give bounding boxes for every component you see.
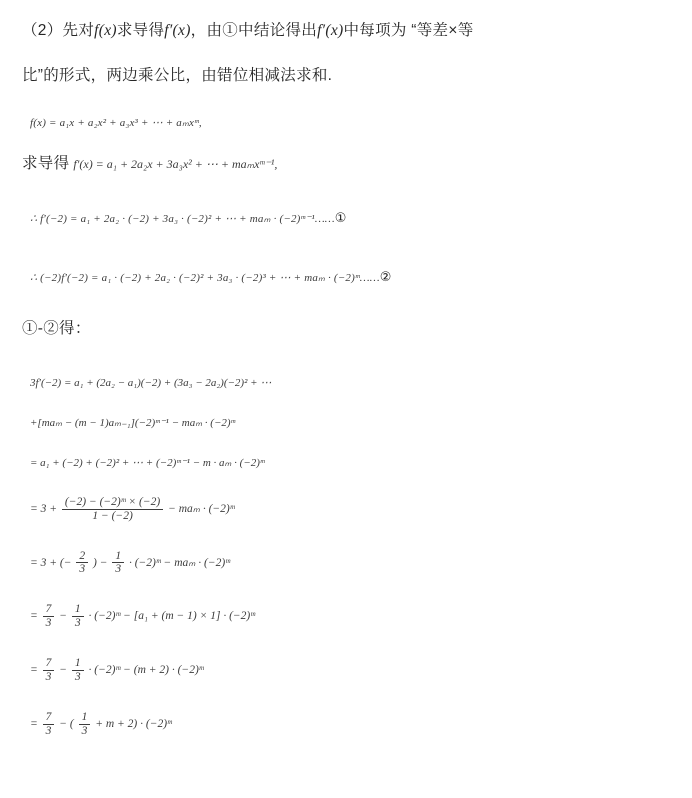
step-8-denominator-2: 3 [79,724,91,738]
step-8-fraction-1 [43,711,55,738]
step-row-7 [0,657,692,684]
formula-step-5-mid: ) − [93,556,108,569]
step-6-numerator-1: 7 [45,603,52,616]
formula-step-6-mid: − [59,610,68,623]
step-7-fraction-1 [43,657,55,684]
formula-step-6-post: · (−2)ᵐ − [a₁ + (m − 1) × 1] · (−2)ᵐ [88,610,256,623]
equation-1-row [0,211,692,226]
step-5-denominator-1: 3 [76,562,88,576]
step-row-1 [0,376,692,389]
formula-step-2: +[maₘ − (m − 1)aₘ₋₁](−2)ᵐ⁻¹ − maₘ · (−2)ᵐ [30,416,236,429]
step-4-numerator: (−2) − (−2)ᵐ × (−2) [64,495,161,508]
subtract-label: ①-②得： [22,319,91,337]
formula-step-8-post: + m + 2) · (−2)ᵐ [95,717,172,730]
formula-definition: f(x) = a₁x + a₂x² + a₃x³ + ⋯ + aₘxᵐ, [30,116,202,129]
intro-mid-1: 求导得 [116,22,165,39]
formula-step-5-post: · (−2)ᵐ − maₘ · (−2)ᵐ [128,556,231,569]
step-7-denominator-1: 3 [43,670,55,684]
formula-step-5-pre: = 3 + (− [30,556,72,569]
step-8-numerator-2: 1 [81,710,88,723]
step-8-fraction-2 [79,711,91,738]
intro-fx-3: f′(x) [317,22,344,39]
step-row-3 [0,456,692,469]
formula-step-7-post: · (−2)ᵐ − (m + 2) · (−2)ᵐ [88,664,204,677]
intro-line-2: 比”的形式，两边乘公比，由错位相减法求和. [22,66,333,84]
equation-1-tag: ① [334,210,347,226]
step-7-fraction-2 [72,657,84,684]
step-4-denominator: 1 − (−2) [62,509,163,523]
step-5-denominator-2: 3 [112,562,124,576]
step-row-5 [0,550,692,577]
derivative-row [0,151,692,173]
step-4-fraction [62,496,163,523]
step-6-fraction-2 [72,603,84,630]
step-7-numerator-2: 1 [74,657,81,669]
step-6-denominator-2: 3 [72,616,84,630]
step-row-8 [0,711,692,738]
equation-2-tag: ② [379,269,392,285]
formula-eq-2: ∴ (−2)f′(−2) = a₁ · (−2) + 2a₂ · (−2)² + 3a₃ · (−2)³ + ⋯ + maₘ · (−2)ᵐ…… [30,271,380,284]
step-6-numerator-2: 1 [74,603,81,616]
formula-step-7-mid: − [59,664,68,677]
formula-step-8-mid: − ( [59,717,74,730]
intro-prefix: （2）先对 [22,22,95,39]
formula-step-4-pre: = 3 + [30,502,58,515]
step-7-denominator-2: 3 [72,670,84,684]
derive-label: 求导得 [22,154,70,172]
step-row-4 [0,496,692,523]
step-8-denominator-1: 3 [43,724,55,738]
intro-mid-3: 中每项为 “等差×等 [343,22,474,39]
intro-mid-2: ，由①中结论得出 [190,22,318,39]
formula-step-7-pre: = [30,664,38,677]
step-5-fraction-1 [76,550,88,577]
step-5-fraction-2 [112,550,124,577]
intro-paragraph [0,0,692,94]
step-row-6 [0,603,692,630]
formula-step-3: = a₁ + (−2) + (−2)² + ⋯ + (−2)ᵐ⁻¹ − m · aₘ · (−2)ᵐ [30,456,265,469]
formula-step-6-pre: = [30,610,38,623]
formula-derivative: f′(x) = a₁ + 2a₂x + 3a₃x² + ⋯ + maₘxᵐ⁻¹, [73,156,278,171]
formula-step-1: 3f′(−2) = a₁ + (2a₂ − a₁)(−2) + (3a₃ − 2a₂)(−2)² + ⋯ [30,376,272,389]
step-8-numerator-1: 7 [45,710,52,723]
step-7-numerator-1: 7 [45,657,52,669]
formula-step-8-pre: = [30,717,38,730]
step-6-denominator-1: 3 [43,616,55,630]
step-5-numerator-2: 1 [115,549,122,562]
subtract-label-row [0,316,692,338]
derivation-steps [0,376,692,738]
step-row-2 [0,416,692,429]
formula-eq-1: ∴ f′(−2) = a₁ + 2a₂ · (−2) + 3a₃ · (−2)² + ⋯ + maₘ · (−2)ᵐ⁻¹…… [30,212,335,225]
step-6-fraction-1 [43,603,55,630]
formula-step-4-post: − maₘ · (−2)ᵐ [168,502,235,515]
equation-2-row [0,270,692,285]
step-5-numerator-1: 2 [79,549,86,562]
intro-fx-1: f(x) [94,22,117,39]
intro-fx-2: f′(x) [164,22,191,39]
